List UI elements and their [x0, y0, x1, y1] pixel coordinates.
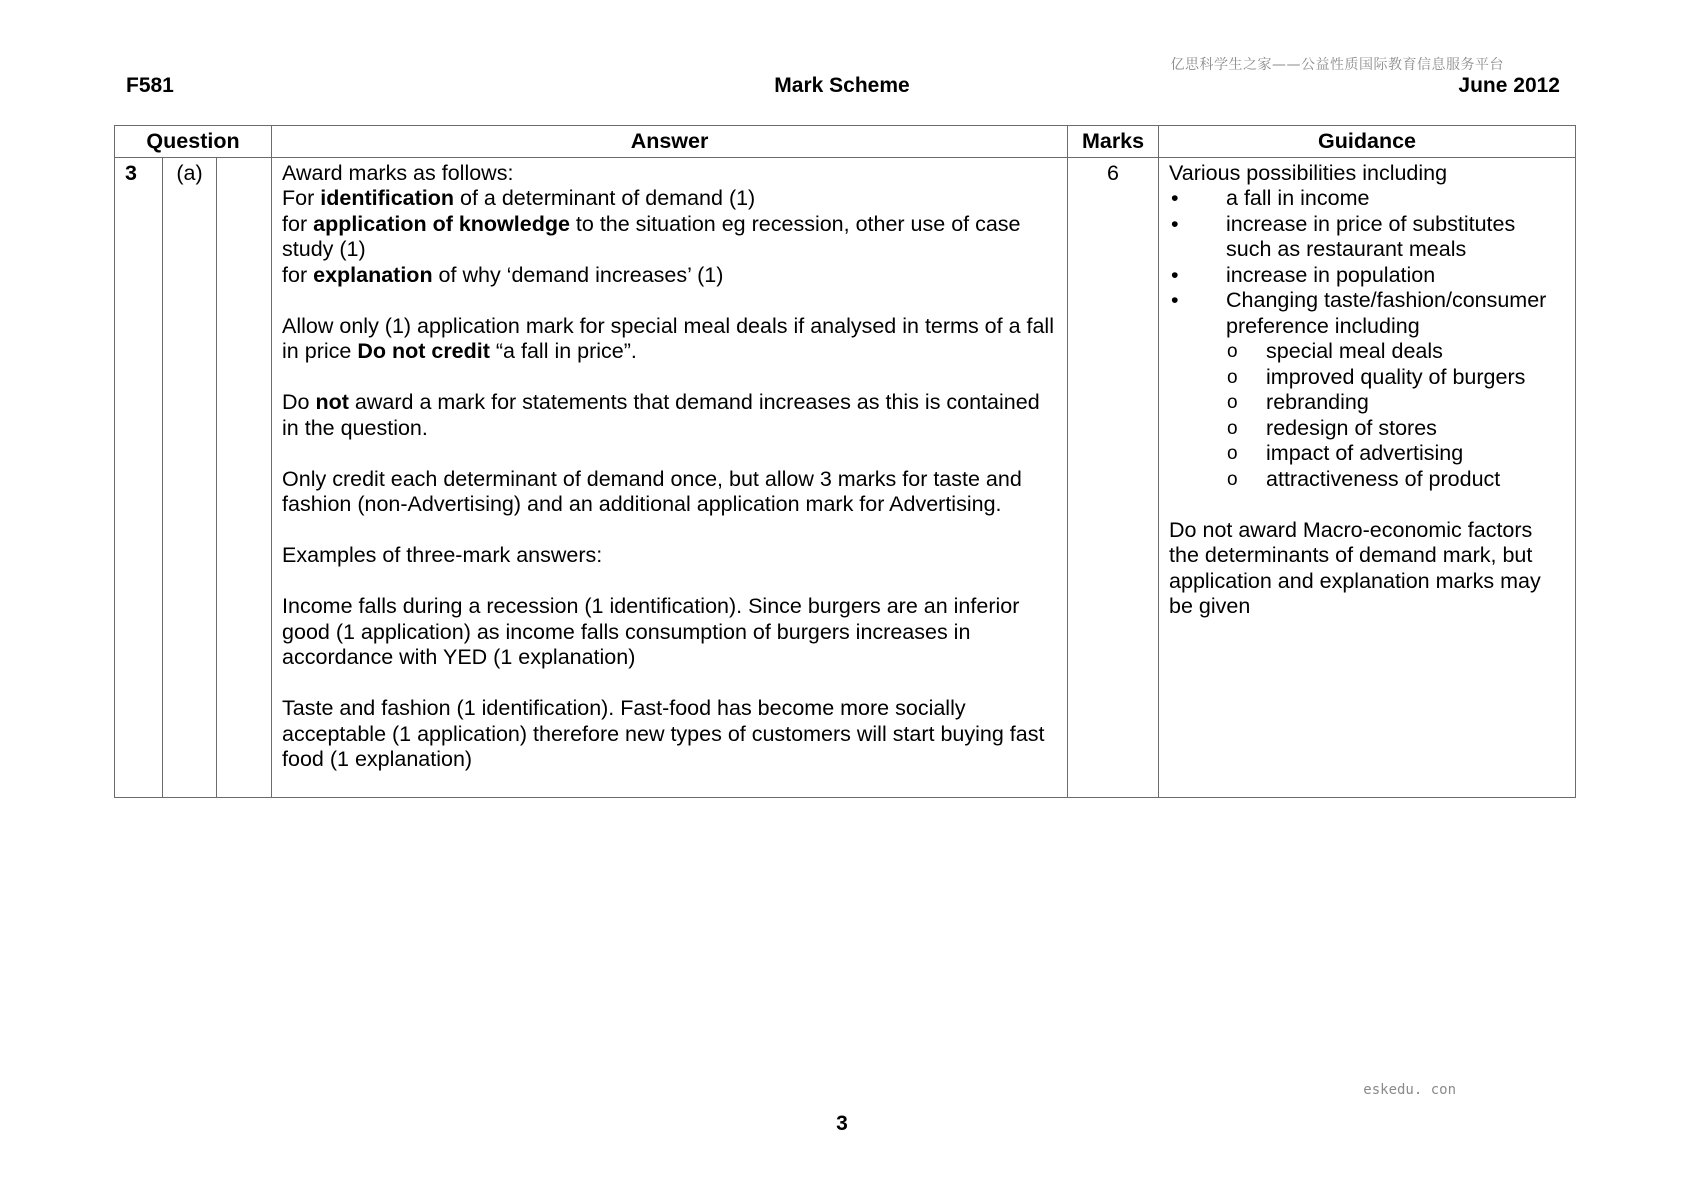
- sub-list-item: o improved quality of burgers: [1169, 365, 1565, 391]
- guidance-column-header: Guidance: [1159, 126, 1576, 158]
- answer-example-income: Income falls during a recession (1 identification). Since burgers are an inferior good (1 application) as income falls consumption of burgers increases in accordance with YED (1 explanation): [282, 594, 1020, 669]
- document-title: Mark Scheme: [774, 74, 910, 97]
- guidance-intro: Various possibilities including: [1169, 160, 1448, 185]
- sub-list-item: o impact of advertising: [1169, 441, 1565, 467]
- answer-example-taste: Taste and fashion (1 identification). Fast-food has become more socially acceptable (1 application) therefore new types of customers will start buying fast food (1 explanation): [282, 696, 1045, 771]
- list-item: • increase in price of substitutes such as restaurant meals: [1169, 212, 1565, 263]
- watermark-top-text: 亿思科学生之家——公益性质国际教育信息服务平台: [1170, 57, 1504, 73]
- sub-list-item: o rebranding: [1169, 390, 1565, 416]
- page-number: 3: [836, 1112, 848, 1135]
- question-column-header: Question: [115, 126, 272, 158]
- answer-cell: [272, 157, 1068, 797]
- paper-code: F581: [126, 74, 174, 97]
- list-item: • a fall in income: [1169, 186, 1565, 212]
- answer-column-header: Answer: [272, 126, 1068, 158]
- table-header-row: [115, 126, 1576, 158]
- guidance-cell: [1159, 157, 1576, 797]
- answer-criterion-identification: For identification of a determinant of demand (1): [282, 186, 756, 210]
- question-part: (a): [163, 157, 217, 797]
- list-item: • increase in population: [1169, 263, 1565, 289]
- answer-do-not-award-note: Do not award a mark for statements that demand increases as this is contained in the question.: [282, 390, 1040, 440]
- guidance-macro-economic-note: Do not award Macro-economic factors the determinants of demand mark, but application and explanation marks may be given: [1169, 517, 1541, 618]
- sub-list-item: o redesign of stores: [1169, 416, 1565, 442]
- list-item: • Changing taste/fashion/consumer preference including: [1169, 288, 1565, 339]
- watermark-bottom-text: eskedu. con: [1363, 1082, 1456, 1098]
- answer-criterion-explanation: for explanation of why ‘demand increases’ (1): [282, 262, 724, 287]
- marks-value: 6: [1068, 157, 1159, 797]
- question-subpart: [217, 157, 272, 797]
- answer-special-meal-deals-note: Allow only (1) application mark for special meal deals if analysed in terms of a fall in price Do not credit “a fall in price”.: [282, 313, 1054, 363]
- sub-list-item: o attractiveness of product: [1169, 467, 1565, 493]
- question-number: 3: [115, 157, 163, 797]
- answer-intro: Award marks as follows:: [282, 160, 514, 185]
- answer-examples-heading: Examples of three-mark answers:: [282, 543, 603, 567]
- sub-list-item: o special meal deals: [1169, 339, 1565, 365]
- guidance-bullet-list: [1169, 186, 1565, 492]
- marks-column-header: Marks: [1068, 126, 1159, 158]
- answer-criterion-application: for application of knowledge to the situation eg recession, other use of case study (1): [282, 211, 1021, 261]
- mark-scheme-table: [114, 125, 1576, 798]
- exam-date: June 2012: [1458, 74, 1560, 97]
- table-row: [115, 157, 1576, 797]
- answer-credit-once-note: Only credit each determinant of demand once, but allow 3 marks for taste and fashion (non-Advertising) and an additional application mark for Advertising.: [282, 466, 1022, 516]
